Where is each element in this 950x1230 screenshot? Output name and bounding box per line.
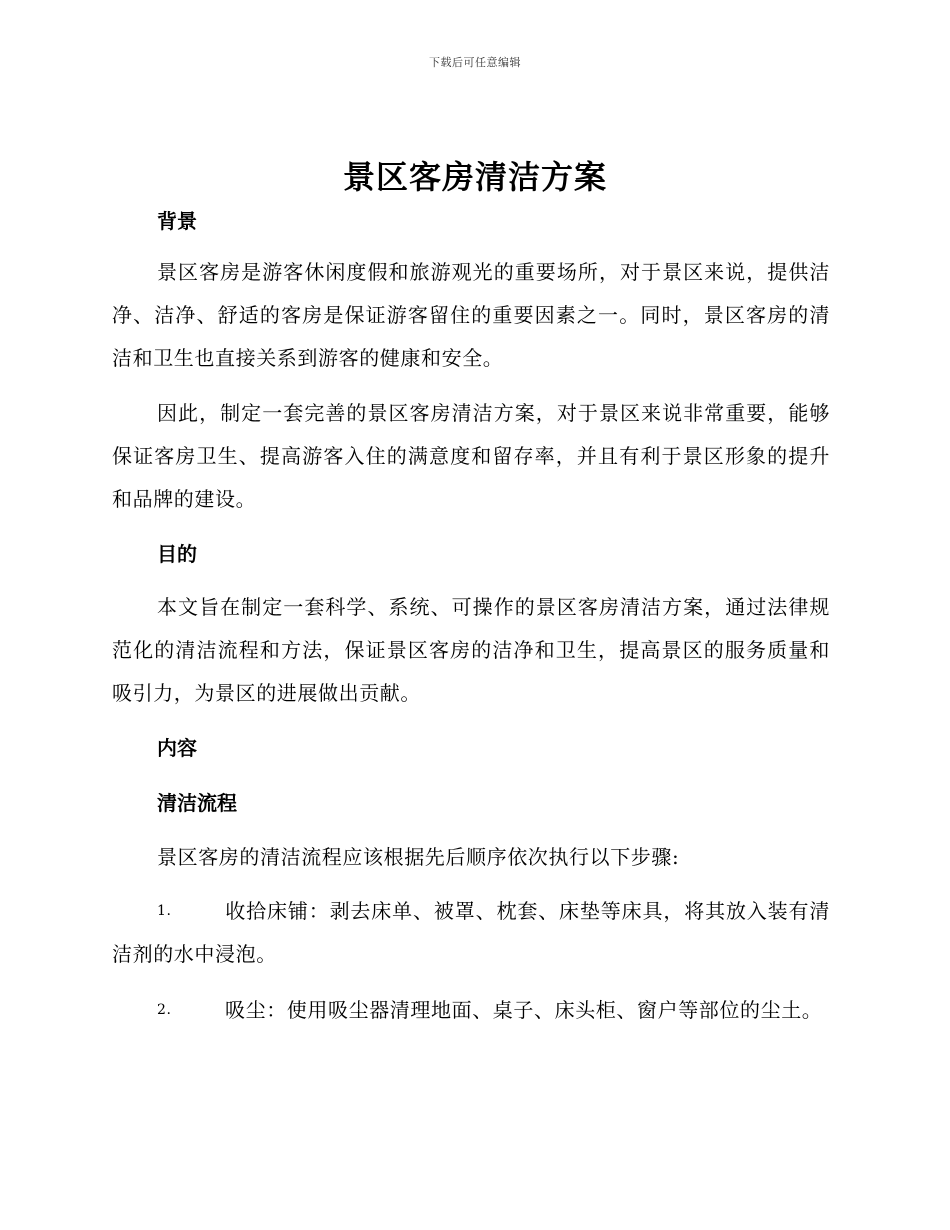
- document-title: 景区客房清洁方案: [342, 158, 607, 196]
- header-note: 下载后可任意编辑: [429, 56, 521, 69]
- paragraph-cleaning-intro: 景区客房的清洁流程应该根据先后顺序依次执行以下步骤:: [157, 845, 680, 869]
- paragraph-background-1: 景区客房是游客休闲度假和旅游观光的重要场所，对于景区来说，提供洁净、洁净、舒适的客房是保证游客留住的重要因素之一。同时，景区客房的清洁和卫生也直接关系到游客的健康和安全。: [112, 260, 830, 370]
- list-number: 2.: [157, 1002, 172, 1018]
- paragraph-purpose-1: 本文旨在制定一套科学、系统、可操作的景区客房清洁方案，通过法律规范化的清洁流程和方法，保证景区客房的洁净和卫生，提高景区的服务质量和吸引力，为景区的进展做出贡献。: [112, 595, 830, 705]
- list-item-step-2: [112, 989, 830, 1032]
- heading-background: 背景: [157, 209, 197, 233]
- subheading-cleaning-process: 清洁流程: [157, 791, 237, 815]
- list-item-step-1: [112, 890, 830, 976]
- heading-content: 内容: [157, 736, 197, 760]
- paragraph-background-2: 因此，制定一套完善的景区客房清洁方案，对于景区来说非常重要，能够保证客房卫生、提高游客入住的满意度和留存率，并且有利于景区形象的提升和品牌的建设。: [112, 401, 830, 511]
- list-number: 1.: [157, 903, 172, 919]
- list-text: 收拾床铺：剥去床单、被罩、枕套、床垫等床具，将其放入装有清洁剂的水中浸泡。: [112, 899, 830, 966]
- list-text: 吸尘：使用吸尘器清理地面、桌子、床头柜、窗户等部位的尘土。: [225, 998, 823, 1022]
- heading-purpose: 目的: [157, 542, 197, 566]
